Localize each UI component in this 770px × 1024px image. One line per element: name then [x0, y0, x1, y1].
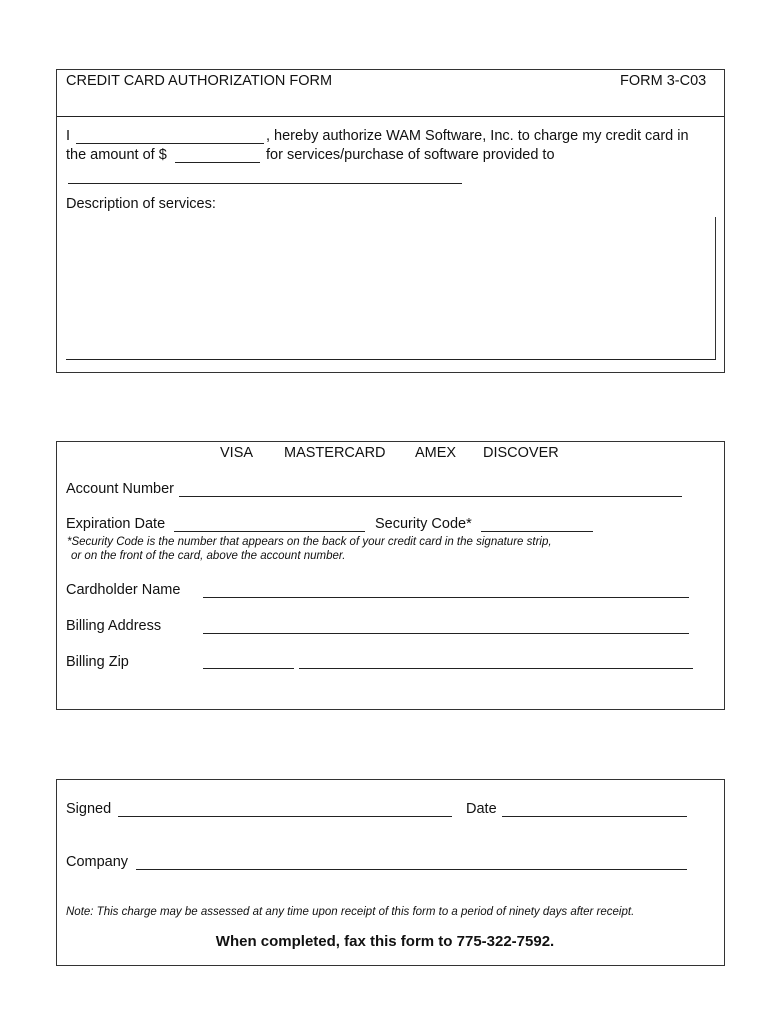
amount-field[interactable]	[175, 162, 260, 163]
date-label: Date	[466, 801, 497, 817]
company-label: Company	[66, 854, 129, 870]
cardholder-name-label: Cardholder Name	[66, 582, 181, 598]
charge-note: Note: This charge may be assessed at any time upon receipt of this form to a period of ninety days after receipt.	[66, 906, 635, 918]
authorizer-name-field[interactable]	[76, 143, 264, 144]
security-code-note-line1: *Security Code is the number that appears on the back of your credit card in the signature strip,	[67, 536, 552, 548]
account-number-field[interactable]	[179, 496, 682, 497]
account-number-label: Account Number	[66, 481, 174, 497]
signature-field[interactable]	[118, 816, 452, 817]
security-code-note-line2: or on the front of the card, above the account number.	[71, 550, 346, 562]
billing-zip-field[interactable]	[203, 668, 294, 669]
card-type-amex[interactable]: AMEX	[415, 445, 457, 461]
billing-address-field[interactable]	[203, 633, 689, 634]
card-type-discover[interactable]: DISCOVER	[483, 445, 559, 461]
card-type-visa[interactable]: VISA	[220, 445, 254, 461]
billing-address-label: Billing Address	[66, 618, 162, 634]
description-label: Description of services:	[66, 196, 216, 212]
security-code-label: Security Code*	[375, 516, 472, 532]
signed-label: Signed	[66, 801, 112, 817]
card-type-mastercard[interactable]: MASTERCARD	[284, 445, 386, 461]
company-field[interactable]	[136, 869, 687, 870]
billing-zip-label: Billing Zip	[66, 654, 129, 670]
security-code-field[interactable]	[481, 531, 593, 532]
amount-label: the amount of $	[66, 147, 167, 163]
fax-instruction: When completed, fax this form to 775-322-7592.	[215, 933, 555, 950]
header-divider	[57, 116, 724, 117]
services-text: for services/purchase of software provided to	[266, 147, 555, 163]
authorization-prefix: I	[66, 128, 71, 144]
form-title: CREDIT CARD AUTHORIZATION FORM	[66, 73, 333, 89]
provided-to-field[interactable]	[68, 183, 462, 184]
authorization-text: , hereby authorize WAM Software, Inc. to charge my credit card in	[266, 128, 689, 144]
date-field[interactable]	[502, 816, 687, 817]
cardholder-name-field[interactable]	[203, 597, 689, 598]
description-area-right-edge	[715, 217, 716, 360]
authorization-section	[56, 69, 725, 373]
form-number: FORM 3-C03	[620, 73, 707, 89]
expiration-date-label: Expiration Date	[66, 516, 166, 532]
description-area[interactable]	[66, 359, 716, 360]
billing-zip-extension-field[interactable]	[299, 668, 693, 669]
expiration-date-field[interactable]	[174, 531, 365, 532]
